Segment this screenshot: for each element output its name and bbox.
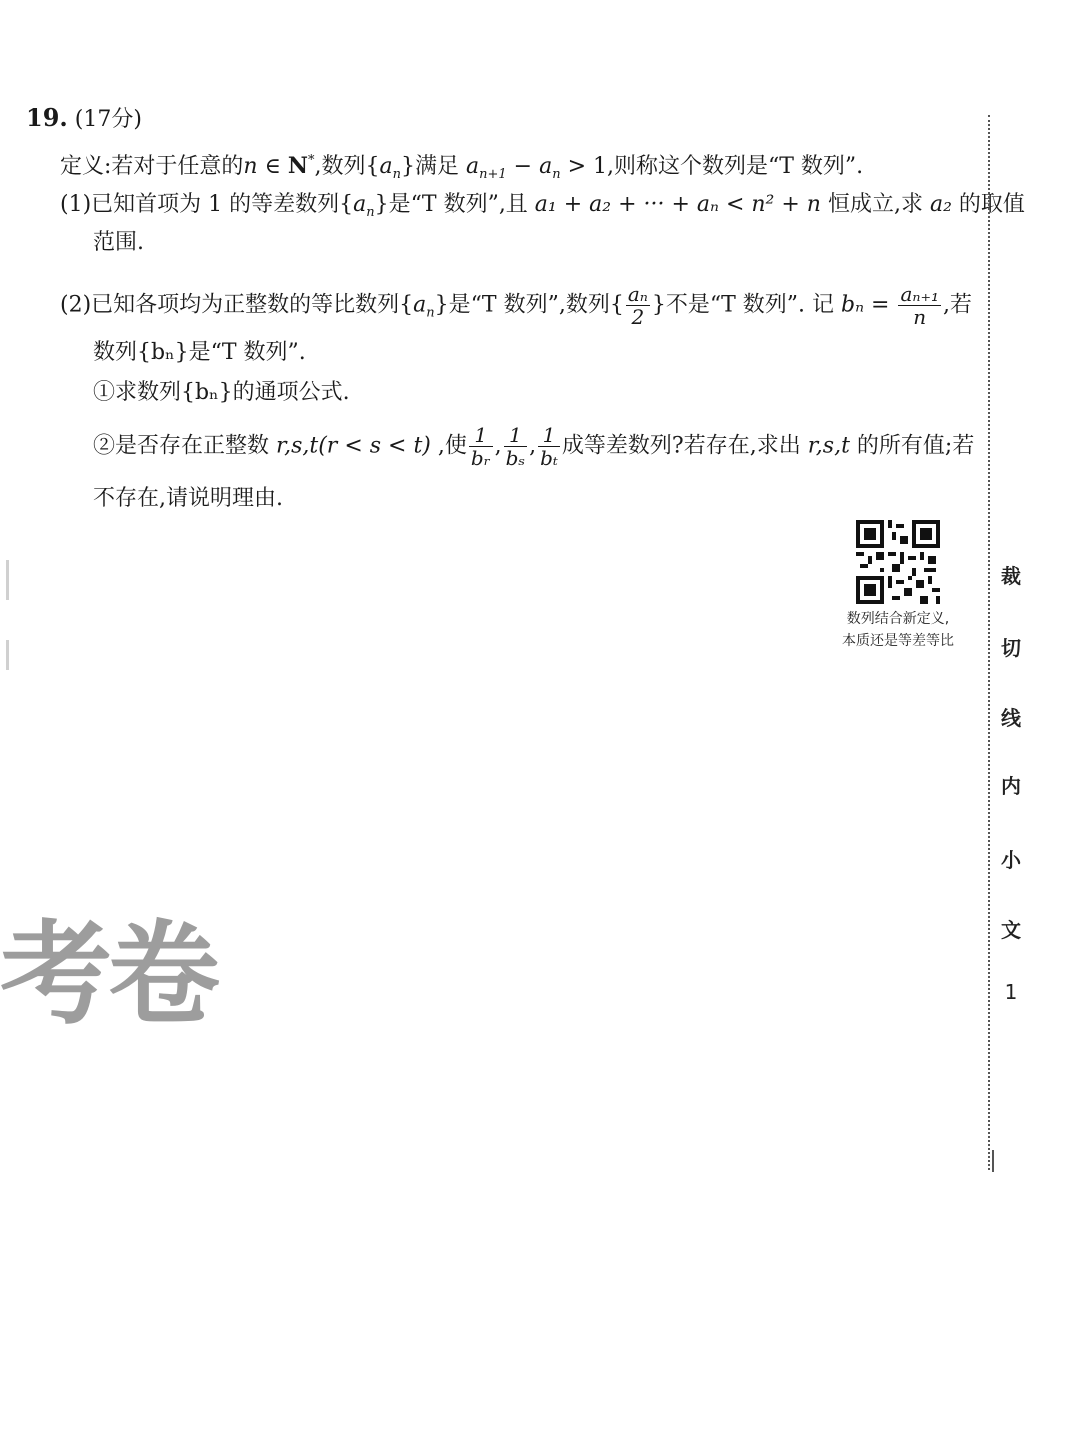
fraction-1-over-br: $\frac{1}{\text{bᵣ}}$ xyxy=(470,423,491,470)
definition-line xyxy=(60,146,863,190)
qr-code-icon[interactable] xyxy=(856,520,940,604)
math-rst: r,s,t(r < s < t) xyxy=(269,433,438,459)
math-minus: − xyxy=(506,154,540,179)
part1-line1 xyxy=(60,190,1025,228)
qr-note xyxy=(813,608,983,652)
math-sub: n xyxy=(366,205,375,220)
definition-text: }满足 xyxy=(400,154,459,179)
math-star: * xyxy=(307,153,315,168)
math-sum-inequality: a₁ + a₂ + ··· + aₙ < n² + n xyxy=(527,192,828,217)
math-sub: n xyxy=(552,167,561,182)
cut-line-char: 裁 xyxy=(1001,564,1021,588)
part2-line2 xyxy=(93,338,306,368)
part2-sub2-line2 xyxy=(93,484,283,514)
math-a: a xyxy=(353,192,367,217)
comma: , xyxy=(529,433,537,459)
math-bn: bₙ = xyxy=(834,292,897,318)
part-label: (2) xyxy=(60,292,92,318)
math-a: a xyxy=(379,154,393,179)
part-text: 的取值 xyxy=(958,192,1025,217)
part-label: (1) xyxy=(60,192,92,217)
part2-sub1 xyxy=(93,378,350,408)
part-text: }不是“T 数列”. 记 xyxy=(651,292,835,318)
math-sub: n+1 xyxy=(479,167,507,182)
cut-line-char: 内 xyxy=(1001,774,1021,798)
part-text: 不存在,请说明理由. xyxy=(93,486,283,511)
math-a: a xyxy=(413,292,427,318)
part-text: 数列{bₙ}是“T 数列”. xyxy=(93,340,306,365)
part-text: 成等差数列?若存在,求出 xyxy=(561,433,801,459)
definition-text: ,数列{ xyxy=(314,154,380,179)
question-number: 19. xyxy=(26,103,68,132)
part-text: ,若 xyxy=(943,292,973,318)
part-text: ①求数列{bₙ}的通项公式. xyxy=(93,380,350,405)
cut-line-divider xyxy=(988,115,990,1170)
part2-sub2 xyxy=(93,424,974,469)
comma: , xyxy=(494,433,502,459)
cut-line-char: 文 xyxy=(1001,918,1021,942)
cut-line-edge xyxy=(992,1150,994,1172)
part-text: 范围. xyxy=(93,230,144,255)
cut-line-char: 1 xyxy=(1004,980,1018,1004)
question-score: (17分) xyxy=(74,107,142,132)
part1-line2 xyxy=(93,228,144,258)
part-text: ,使 xyxy=(437,433,467,459)
scan-artifact xyxy=(6,560,9,600)
part-text: ②是否存在正整数 xyxy=(93,433,270,459)
math-sub: n xyxy=(426,305,435,321)
math-rst: r,s,t xyxy=(800,433,857,459)
math-sub: n xyxy=(392,167,401,182)
fraction-an-over-2: $\frac{\text{aₙ}}{2}$ xyxy=(627,282,648,329)
watermark-stamp: 考卷 xyxy=(0,909,216,1040)
math-in: ∈ xyxy=(257,154,288,179)
cut-line-char: 切 xyxy=(1001,636,1021,660)
math-set-N: N xyxy=(287,153,308,179)
part-text: }是“T 数列”,数列{ xyxy=(434,292,624,318)
part2-line1 xyxy=(60,283,972,332)
cut-line-char: 线 xyxy=(1001,706,1021,730)
math-n: n xyxy=(243,154,258,179)
math-a: a xyxy=(539,154,553,179)
part-text: 已知各项均为正整数的等比数列{ xyxy=(91,292,414,318)
fraction-1-over-bs: $\frac{1}{\text{bₛ}}$ xyxy=(505,423,526,470)
question-header xyxy=(26,103,142,135)
part-text: }是“T 数列”,且 xyxy=(374,192,528,217)
definition-text: 定义:若对于任意的 xyxy=(60,154,244,179)
part-text: 的所有值;若 xyxy=(856,433,975,459)
part-text: 已知首项为 1 的等差数列{ xyxy=(91,192,354,217)
cut-line-char: 小 xyxy=(1001,848,1021,872)
scan-artifact xyxy=(6,640,9,670)
math-a: a xyxy=(465,154,480,179)
qr-note-line: 本质还是等差等比 xyxy=(842,633,954,649)
fraction-1-over-bt: $\frac{1}{\text{bₜ}}$ xyxy=(540,423,558,470)
qr-note-line: 数列结合新定义, xyxy=(846,611,950,627)
math-a2: a₂ xyxy=(922,192,959,217)
fraction-an1-over-n: $\frac{\text{aₙ₊₁}}{n}$ xyxy=(900,282,940,329)
part-text: 恒成立,求 xyxy=(827,192,923,217)
definition-text: > 1,则称这个数列是“T 数列”. xyxy=(560,154,864,179)
